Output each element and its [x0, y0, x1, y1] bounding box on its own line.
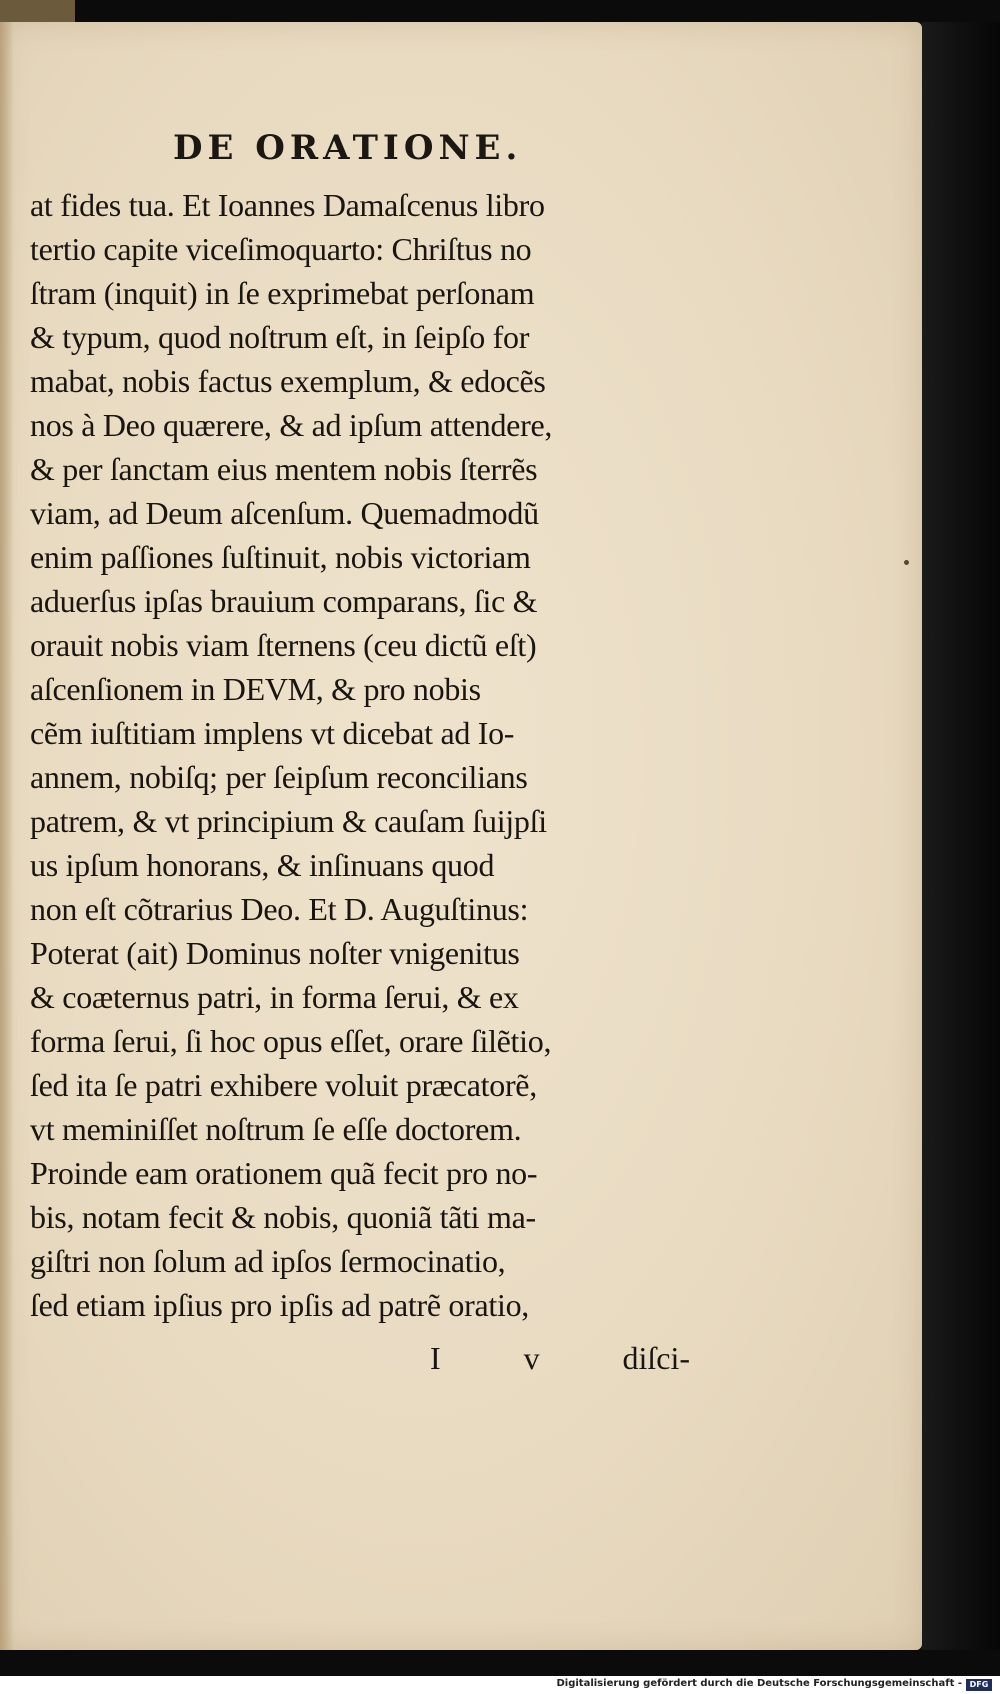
- text-line: non eſt cõtrarius Deo. Et D. Auguſtinus:: [30, 891, 529, 927]
- paper-speck: [904, 560, 909, 565]
- text-line: us ipſum honorans, & inſinuans quod: [30, 847, 495, 883]
- page-gutter-shadow: [0, 22, 14, 1650]
- dfg-logo-icon: DFG: [966, 1679, 992, 1691]
- text-line: vt meminiſſet noſtrum ſe eſſe doctorem.: [30, 1111, 522, 1147]
- text-line: giſtri non ſolum ad ipſos ſermocinatio,: [30, 1243, 506, 1279]
- text-line: ſed etiam ipſius pro ipſis ad patrẽ oratio,: [30, 1287, 529, 1323]
- catchword: diſci-: [622, 1339, 690, 1376]
- text-line: bis, notam fecit & nobis, quoniã tãti ma-: [30, 1199, 536, 1235]
- running-head: DE ORATIONE.: [173, 128, 523, 168]
- text-line: enim paſſiones ſuſtinuit, nobis victoriam: [30, 539, 531, 575]
- binding-strip: [0, 0, 75, 22]
- text-line: ſtram (inquit) in ſe exprimebat perſonam: [30, 275, 535, 311]
- text-line: & typum, quod noſtrum eſt, in ſeipſo for: [30, 319, 530, 355]
- text-line: tertio capite viceſimoquarto: Chriſtus no: [30, 231, 532, 267]
- text-line: nos à Deo quærere, & ad ipſum attendere,: [30, 407, 553, 443]
- body-text: [30, 183, 700, 1327]
- text-line: annem, nobiſq; per ſeipſum reconcilians: [30, 759, 528, 795]
- text-line: aſcenſionem in DEVM, & pro nobis: [30, 671, 481, 707]
- digitization-credit-bar: [0, 1676, 1000, 1694]
- catchword-line: [430, 1336, 690, 1380]
- text-line: & coæternus patri, in forma ſerui, & ex: [30, 979, 519, 1015]
- signature-mark: I: [430, 1339, 441, 1376]
- text-line: Poterat (ait) Dominus noſter vnigenitus: [30, 935, 520, 971]
- text-line: forma ſerui, ſi hoc opus eſſet, orare ſilẽtio,: [30, 1023, 552, 1059]
- scan-background-edge: [922, 22, 1000, 1650]
- text-line: Proinde eam orationem quã fecit pro no-: [30, 1155, 538, 1191]
- text-line: viam, ad Deum aſcenſum. Quemadmodũ: [30, 495, 539, 531]
- text-line: & per ſanctam eius mentem nobis ſterrẽs: [30, 451, 538, 487]
- signature-number: v: [523, 1339, 540, 1376]
- text-line: ſed ita ſe patri exhibere voluit præcatorẽ,: [30, 1067, 537, 1103]
- text-line: aduerſus ipſas brauium comparans, ſic &: [30, 583, 538, 619]
- text-line: at fides tua. Et Ioannes Damaſcenus libro: [30, 187, 545, 223]
- digitization-credit: Digitalisierung gefördert durch die Deutsche Forschungsgemeinschaft -: [556, 1678, 962, 1689]
- text-line: orauit nobis viam ſternens (ceu dictũ eſt): [30, 627, 537, 663]
- text-line: patrem, & vt principium & cauſam ſuijpſi: [30, 803, 547, 839]
- text-line: mabat, nobis factus exemplum, & edocẽs: [30, 363, 546, 399]
- text-line: cẽm iuſtitiam implens vt dicebat ad Io-: [30, 715, 515, 751]
